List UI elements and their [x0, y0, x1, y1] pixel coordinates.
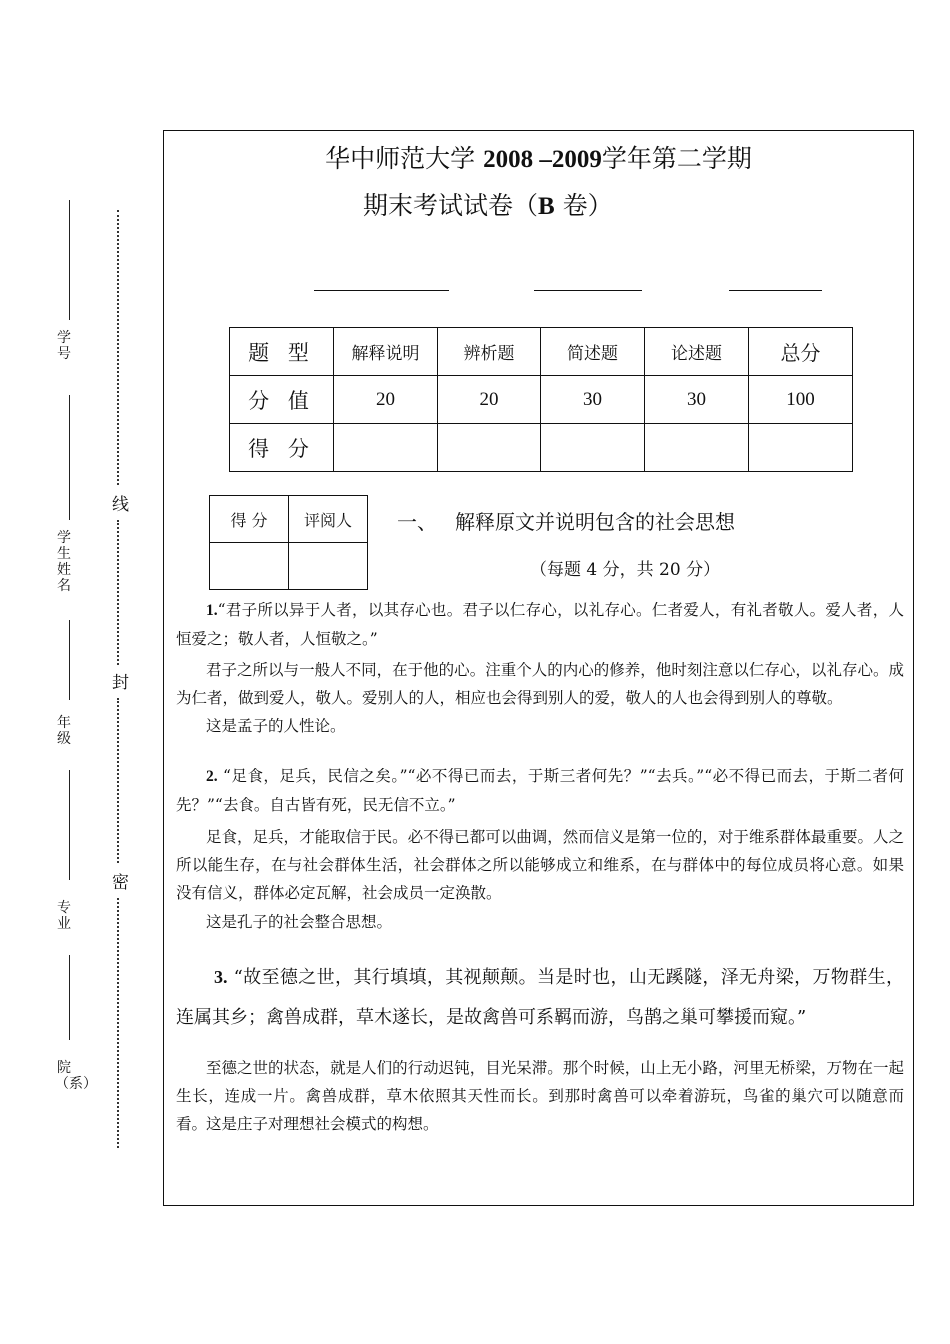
fill-line [69, 955, 70, 1040]
section-title: 解释原文并说明包含的社会思想 [455, 510, 735, 534]
blank-line[interactable] [534, 290, 642, 291]
table-row [210, 543, 368, 590]
fill-line [69, 770, 70, 880]
answer-3: 至德之世的状态，就是人们的行动迟钝，目光呆滞。那个时候，山上无小路，河里无桥梁，万物在一起生长，连成一片。禽兽成群，草木依照其天性而长。到那时禽兽可以牵着游玩，鸟雀的巢穴可以随意而看。 [176, 1059, 904, 1133]
table-row [230, 328, 853, 376]
column-header: 总分 [749, 328, 853, 376]
answer-2: 足食，足兵，才能取信于民。必不得已都可以曲调，然而信义是第一位的，对于维系群体最重要。人之所以能生存，在与社会群体生活，社会群体之所以能够成立和维系，在与群体中的每位成员将心意。如果没有信义，群体必定瓦解，社会成员一定涣散。 [176, 828, 904, 902]
table-cell: 20 [334, 376, 438, 424]
subtitle-end: 卷） [554, 191, 613, 220]
exam-title [163, 139, 914, 175]
question-number: 1. [206, 602, 218, 619]
column-header: 解释说明 [334, 328, 438, 376]
score-label: 得 分 [210, 496, 289, 543]
blank-line[interactable] [729, 290, 822, 291]
table-row [230, 376, 853, 424]
binding-dotted-line [117, 520, 119, 665]
row-header: 得 分 [230, 424, 334, 472]
exam-subtitle [363, 186, 613, 222]
row-header: 题 型 [230, 328, 334, 376]
score-entry-cell[interactable] [334, 424, 438, 472]
column-header: 简述题 [541, 328, 645, 376]
paper-version: B [538, 193, 555, 220]
binding-mark-mi: 密 [112, 873, 129, 893]
question-3 [176, 957, 904, 1038]
reviewer-entry-cell[interactable] [289, 543, 368, 590]
question-quote: “君子所以异于人者，以其存心也。君子以仁存心，以礼存心。仁者爱人，有礼者敬人。爱人者，人恒爱之；敬人者，人恒敬之。” [176, 601, 904, 648]
score-entry-cell[interactable] [438, 424, 541, 472]
score-entry-cell[interactable] [210, 543, 289, 590]
field-label-department: 院（系） [55, 1060, 97, 1092]
binding-mark-xian: 线 [112, 495, 129, 515]
question-number: 3. [214, 967, 228, 987]
table-cell: 100 [749, 376, 853, 424]
field-label-student-name: 学生姓名 [57, 530, 71, 594]
question-quote: “足食，足兵，民信之矣。”“必不得已而去，于斯三者何先？”“去兵。”“必不得已而去，于斯二者何先？”“去食。自古皆有死，民无信不立。” [176, 767, 904, 814]
fill-line [69, 200, 70, 320]
grader-table [209, 495, 368, 590]
table-row [230, 424, 853, 472]
question-2 [176, 762, 904, 819]
table-cell: 30 [541, 376, 645, 424]
field-label-major: 专业 [57, 900, 71, 932]
score-table [229, 327, 853, 472]
fill-line [69, 395, 70, 520]
binding-mark-feng: 封 [112, 673, 129, 693]
conclusion-3: 这是庄子对理想社会模式的构想。 [206, 1115, 439, 1133]
conclusion-1: 这是孟子的人性论。 [206, 717, 346, 735]
column-header: 论述题 [645, 328, 749, 376]
score-entry-cell[interactable] [645, 424, 749, 472]
field-label-student-id: 学号 [57, 330, 71, 362]
question-number: 2. [206, 768, 218, 785]
column-header: 辨析题 [438, 328, 541, 376]
section-note: （每题 4 分，共 20 分） [530, 560, 721, 580]
answer-1: 君子之所以与一般人不同，在于他的心。注重个人的内心的修养，他时刻注意以仁存心，以礼存心。成为仁者，做到爱人，敬人。爱别人的人，相应也会得到别人的爱，敬人的人也会得到别人的尊敬。 [176, 661, 904, 707]
question-1 [176, 596, 904, 653]
binding-dotted-line [117, 898, 119, 1148]
conclusion-2: 这是孔子的社会整合思想。 [206, 913, 393, 931]
binding-dotted-line [117, 210, 119, 485]
academic-years: 2008 –2009 [483, 146, 602, 173]
blank-line[interactable] [314, 290, 449, 291]
university-name: 华中师范大学 [325, 144, 476, 173]
table-cell: 20 [438, 376, 541, 424]
subtitle-text: 期末考试试卷（ [363, 191, 539, 220]
field-label-grade: 年级 [57, 715, 71, 747]
binding-dotted-line [117, 698, 119, 863]
section-number: 一、 [397, 510, 437, 534]
question-quote: “故至德之世，其行填填，其视颠颠。当是时也，山无蹊隧，泽无舟梁，万物群生，连属其乡；禽兽成群，草木遂长，是故禽兽可系羁而游，鸟鹊之巢可攀援而窥。” [176, 967, 904, 1028]
fill-line [69, 620, 70, 700]
score-entry-cell[interactable] [541, 424, 645, 472]
row-header: 分 值 [230, 376, 334, 424]
semester: 学年第二学期 [601, 144, 752, 173]
table-cell: 30 [645, 376, 749, 424]
score-entry-cell[interactable] [749, 424, 853, 472]
table-row [210, 496, 368, 543]
reviewer-label: 评阅人 [289, 496, 368, 543]
